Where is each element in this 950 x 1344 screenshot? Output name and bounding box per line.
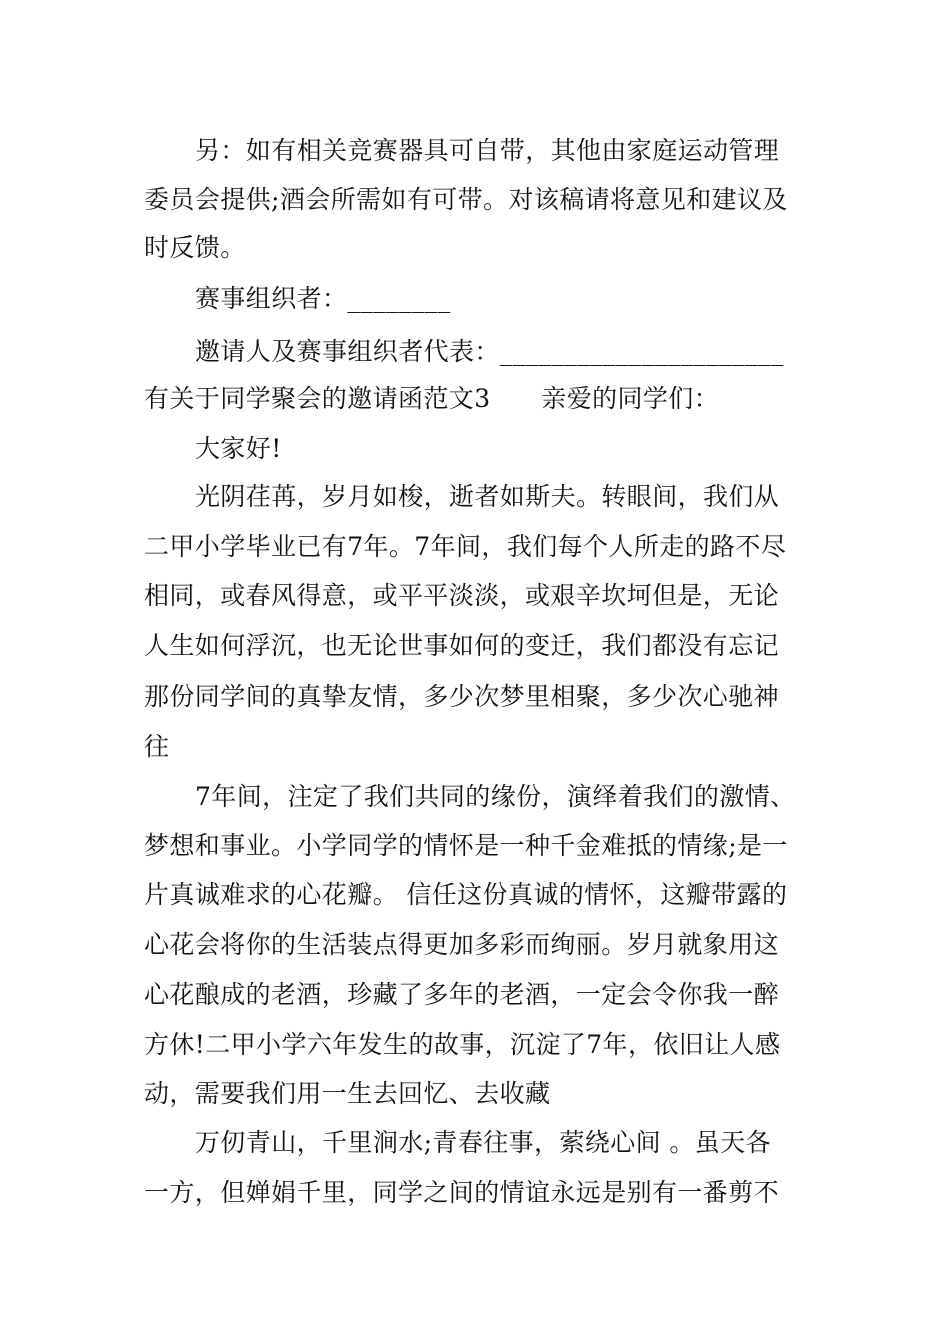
organizer-line: 赛事组织者：________ [195,284,451,313]
paragraph-line: 时反馈。 [144,233,246,262]
paragraph-line: 二甲小学毕业已有7年。7年间，我们每个人所走的路不尽 [144,532,787,561]
paragraph-line: 心花酿成的老酒，珍藏了多年的老酒，一定会令你我一醉 [144,980,780,1009]
paragraph-line: 光阴荏苒，岁月如梭，逝者如斯夫。转眼间，我们从 [195,482,780,511]
paragraph-line: 动，需要我们用一生去回忆、去收藏 [144,1079,551,1108]
paragraph-line: 一方，但婵娟千里，同学之间的情谊永远是别有一番剪不 [144,1178,780,1207]
paragraph-line: 相同，或春风得意，或平平淡淡，或艰辛坎坷但是，无论 [144,581,780,610]
paragraph-line: 7年间，注定了我们共同的缘份，演绎着我们的激情、 [195,782,796,811]
paragraph-line: 往 [144,732,170,761]
paragraph-line: 心花会将你的生活装点得更加多彩而绚丽。岁月就象用这 [144,930,780,959]
paragraph-line: 另：如有相关竞赛器具可自带，其他由家庭运动管理 [195,136,780,165]
section-heading: 有关于同学聚会的邀请函范文3 亲爱的同学们： [144,384,720,413]
paragraph-line: 方休!二甲小学六年发生的故事，沉淀了7年，依旧让人感 [144,1030,781,1059]
paragraph-line: 片真诚难求的心花瓣。 信任这份真诚的情怀，这瓣带露的 [144,880,788,909]
paragraph-line: 梦想和事业。小学同学的情怀是一种千金难抵的情缘;是一 [144,831,788,860]
paragraph-line: 人生如何浮沉，也无论世事如何的变迁，我们都没有忘记 [144,631,780,660]
paragraph-line: 委员会提供;酒会所需如有可带。对该稿请将意见和建议及 [144,185,788,214]
representative-line: 邀请人及赛事组织者代表：______________________ [195,337,784,366]
paragraph-line: 万仞青山，千里涧水;青春往事，萦绕心间 。虽天各 [195,1128,771,1157]
greeting-line: 大家好! [195,434,282,463]
paragraph-line: 那份同学间的真挚友情，多少次梦里相聚，多少次心驰神 [144,682,780,711]
